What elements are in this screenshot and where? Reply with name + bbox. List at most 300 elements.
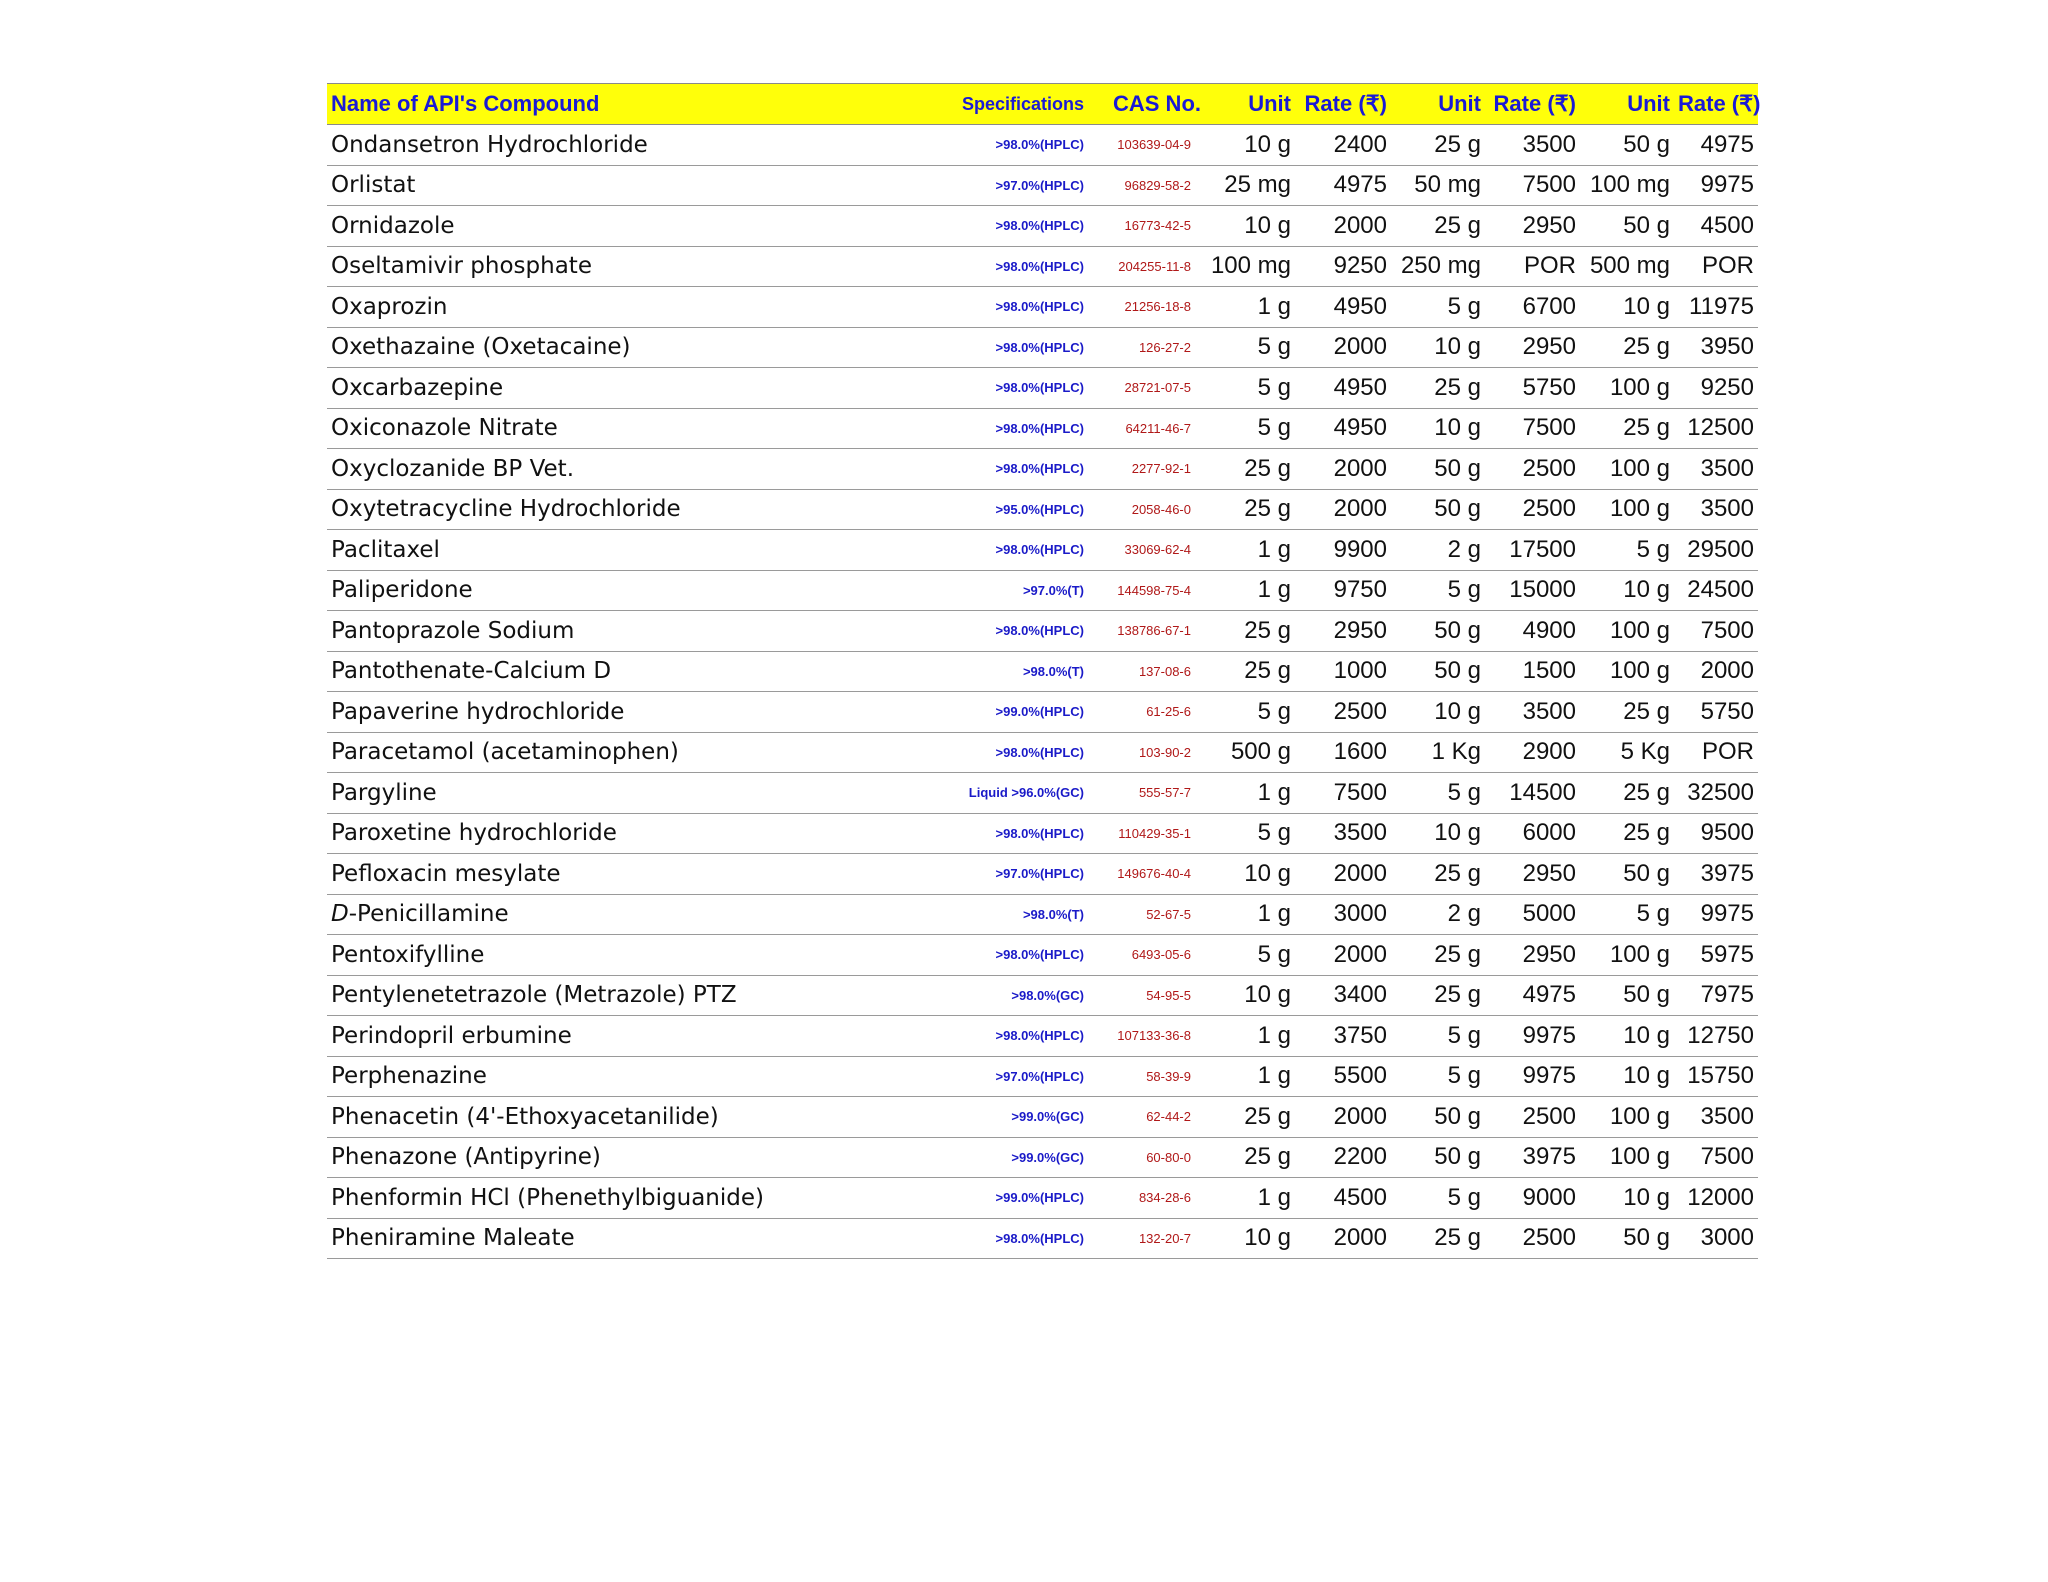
unit-1-cell: 10 g xyxy=(1205,975,1295,1016)
unit-1-cell: 25 g xyxy=(1205,449,1295,490)
cas-number-cell: 110429-35-1 xyxy=(1088,813,1205,854)
compound-name-cell xyxy=(327,732,940,773)
unit-1-cell: 1 g xyxy=(1205,773,1295,814)
unit-1-cell: 5 g xyxy=(1205,368,1295,409)
cas-number-cell: 103639-04-9 xyxy=(1088,125,1205,166)
compound-name-text: Pargyline xyxy=(331,779,437,806)
unit-2-cell: 25 g xyxy=(1391,125,1485,166)
rate-2-cell: 1500 xyxy=(1485,651,1580,692)
table-row xyxy=(327,975,1758,1016)
unit-2-cell: 5 g xyxy=(1391,1016,1485,1057)
rate-1-cell: 4950 xyxy=(1295,287,1391,328)
cas-number-cell: 2277-92-1 xyxy=(1088,449,1205,490)
compound-name-cell xyxy=(327,611,940,652)
rate-2-cell: 5750 xyxy=(1485,368,1580,409)
rate-2-cell: 9000 xyxy=(1485,1178,1580,1219)
cas-number-cell: 60-80-0 xyxy=(1088,1137,1205,1178)
compound-name-text: Ornidazole xyxy=(331,212,455,239)
specification-cell: >98.0%(HPLC) xyxy=(940,1218,1088,1259)
rate-1-cell: 3500 xyxy=(1295,813,1391,854)
table-row xyxy=(327,1016,1758,1057)
unit-1-cell: 25 g xyxy=(1205,651,1295,692)
rate-1-cell: 7500 xyxy=(1295,773,1391,814)
compound-name-text: Phenazone (Antipyrine) xyxy=(331,1144,601,1171)
rate-1-cell: 2400 xyxy=(1295,125,1391,166)
rate-2-cell: 2950 xyxy=(1485,327,1580,368)
rate-3-cell: 2000 xyxy=(1674,651,1758,692)
table-row xyxy=(327,570,1758,611)
rate-3-cell: 7500 xyxy=(1674,1137,1758,1178)
rate-1-cell: 1600 xyxy=(1295,732,1391,773)
specification-cell: >97.0%(HPLC) xyxy=(940,1056,1088,1097)
rate-3-cell: 15750 xyxy=(1674,1056,1758,1097)
unit-3-cell: 25 g xyxy=(1580,408,1674,449)
unit-3-cell: 100 g xyxy=(1580,449,1674,490)
compound-name-cell xyxy=(327,854,940,895)
compound-name-cell xyxy=(327,1097,940,1138)
unit-3-cell: 50 g xyxy=(1580,206,1674,247)
cas-number-cell: 33069-62-4 xyxy=(1088,530,1205,571)
cas-number-cell: 6493-05-6 xyxy=(1088,935,1205,976)
specification-cell: >98.0%(GC) xyxy=(940,975,1088,1016)
header-cas-no: CAS No. xyxy=(1088,84,1205,125)
table-row xyxy=(327,611,1758,652)
table-row xyxy=(327,773,1758,814)
cas-number-cell: 28721-07-5 xyxy=(1088,368,1205,409)
table-row xyxy=(327,449,1758,490)
table-row xyxy=(327,327,1758,368)
compound-name-text: Oxiconazole Nitrate xyxy=(331,415,558,442)
rate-3-cell: POR xyxy=(1674,246,1758,287)
table-row xyxy=(327,1056,1758,1097)
specification-cell: >97.0%(HPLC) xyxy=(940,854,1088,895)
unit-2-cell: 50 g xyxy=(1391,1097,1485,1138)
rate-3-cell: 11975 xyxy=(1674,287,1758,328)
unit-3-cell: 5 g xyxy=(1580,530,1674,571)
rate-1-cell: 4975 xyxy=(1295,165,1391,206)
rate-2-cell: 7500 xyxy=(1485,165,1580,206)
unit-1-cell: 1 g xyxy=(1205,570,1295,611)
unit-1-cell: 25 g xyxy=(1205,1097,1295,1138)
specification-cell: >98.0%(T) xyxy=(940,651,1088,692)
unit-3-cell: 5 g xyxy=(1580,894,1674,935)
table-row xyxy=(327,125,1758,166)
unit-3-cell: 5 Kg xyxy=(1580,732,1674,773)
table-row xyxy=(327,651,1758,692)
rate-3-cell: 4975 xyxy=(1674,125,1758,166)
compound-name-cell xyxy=(327,287,940,328)
compound-name-text: Oxaprozin xyxy=(331,293,448,320)
unit-3-cell: 50 g xyxy=(1580,854,1674,895)
compound-name-cell xyxy=(327,1137,940,1178)
rate-3-cell: 3975 xyxy=(1674,854,1758,895)
compound-name-cell xyxy=(327,975,940,1016)
unit-2-cell: 50 g xyxy=(1391,449,1485,490)
unit-1-cell: 5 g xyxy=(1205,327,1295,368)
rate-3-cell: 9975 xyxy=(1674,894,1758,935)
unit-2-cell: 50 g xyxy=(1391,651,1485,692)
header-rate-3: Rate (₹) xyxy=(1674,84,1758,125)
specification-cell: Liquid >96.0%(GC) xyxy=(940,773,1088,814)
unit-2-cell: 10 g xyxy=(1391,408,1485,449)
compound-name-text: Pantothenate-Calcium D xyxy=(331,658,612,685)
table-row xyxy=(327,894,1758,935)
table-row xyxy=(327,1137,1758,1178)
cas-number-cell: 52-67-5 xyxy=(1088,894,1205,935)
cas-number-cell: 16773-42-5 xyxy=(1088,206,1205,247)
unit-3-cell: 100 g xyxy=(1580,489,1674,530)
rate-1-cell: 2200 xyxy=(1295,1137,1391,1178)
rate-3-cell: 7500 xyxy=(1674,611,1758,652)
unit-2-cell: 50 mg xyxy=(1391,165,1485,206)
rate-2-cell: 2500 xyxy=(1485,489,1580,530)
unit-2-cell: 25 g xyxy=(1391,368,1485,409)
rate-1-cell: 9250 xyxy=(1295,246,1391,287)
table-row xyxy=(327,813,1758,854)
rate-3-cell: 3500 xyxy=(1674,449,1758,490)
unit-2-cell: 5 g xyxy=(1391,1178,1485,1219)
rate-1-cell: 2500 xyxy=(1295,692,1391,733)
specification-cell: >97.0%(HPLC) xyxy=(940,165,1088,206)
unit-1-cell: 100 mg xyxy=(1205,246,1295,287)
unit-3-cell: 100 mg xyxy=(1580,165,1674,206)
specification-cell: >98.0%(HPLC) xyxy=(940,287,1088,328)
compound-name-text: Ondansetron Hydrochloride xyxy=(331,131,648,158)
compound-name-cell xyxy=(327,1178,940,1219)
unit-3-cell: 50 g xyxy=(1580,1218,1674,1259)
compound-name-cell xyxy=(327,489,940,530)
rate-3-cell: 9500 xyxy=(1674,813,1758,854)
specification-cell: >98.0%(HPLC) xyxy=(940,327,1088,368)
unit-1-cell: 1 g xyxy=(1205,1056,1295,1097)
table-row xyxy=(327,246,1758,287)
unit-3-cell: 10 g xyxy=(1580,287,1674,328)
unit-1-cell: 25 g xyxy=(1205,489,1295,530)
specification-cell: >98.0%(HPLC) xyxy=(940,408,1088,449)
compound-name-text: Papaverine hydrochloride xyxy=(331,698,625,725)
table-body xyxy=(327,125,1758,1259)
compound-name-cell xyxy=(327,570,940,611)
specification-cell: >98.0%(T) xyxy=(940,894,1088,935)
table-row xyxy=(327,732,1758,773)
price-list-sheet xyxy=(327,83,1761,1259)
cas-number-cell: 107133-36-8 xyxy=(1088,1016,1205,1057)
header-specifications: Specifications xyxy=(940,84,1088,125)
cas-number-cell: 132-20-7 xyxy=(1088,1218,1205,1259)
rate-2-cell: 2950 xyxy=(1485,935,1580,976)
rate-3-cell: 29500 xyxy=(1674,530,1758,571)
table-row xyxy=(327,489,1758,530)
header-unit-2: Unit xyxy=(1391,84,1485,125)
unit-2-cell: 50 g xyxy=(1391,489,1485,530)
cas-number-cell: 2058-46-0 xyxy=(1088,489,1205,530)
rate-2-cell: 4975 xyxy=(1485,975,1580,1016)
price-table xyxy=(327,83,1761,1259)
unit-1-cell: 25 g xyxy=(1205,1137,1295,1178)
rate-3-cell: 3500 xyxy=(1674,1097,1758,1138)
rate-1-cell: 2000 xyxy=(1295,489,1391,530)
rate-3-cell: 32500 xyxy=(1674,773,1758,814)
table-row xyxy=(327,854,1758,895)
rate-1-cell: 4500 xyxy=(1295,1178,1391,1219)
compound-name-text: Perphenazine xyxy=(331,1063,487,1090)
header-unit-3: Unit xyxy=(1580,84,1674,125)
compound-name-text: Pentoxifylline xyxy=(331,941,485,968)
unit-1-cell: 10 g xyxy=(1205,854,1295,895)
rate-2-cell: 2900 xyxy=(1485,732,1580,773)
compound-name-cell xyxy=(327,246,940,287)
specification-cell: >98.0%(HPLC) xyxy=(940,125,1088,166)
rate-3-cell: 24500 xyxy=(1674,570,1758,611)
rate-1-cell: 4950 xyxy=(1295,408,1391,449)
unit-1-cell: 5 g xyxy=(1205,408,1295,449)
specification-cell: >98.0%(HPLC) xyxy=(940,246,1088,287)
rate-3-cell: 9250 xyxy=(1674,368,1758,409)
compound-name-cell xyxy=(327,530,940,571)
unit-2-cell: 2 g xyxy=(1391,530,1485,571)
compound-name-text: Phenacetin (4'-Ethoxyacetanilide) xyxy=(331,1103,719,1130)
unit-2-cell: 1 Kg xyxy=(1391,732,1485,773)
compound-name-text: Oxyclozanide BP Vet. xyxy=(331,455,575,482)
rate-2-cell: 15000 xyxy=(1485,570,1580,611)
unit-3-cell: 25 g xyxy=(1580,773,1674,814)
compound-name-cell xyxy=(327,651,940,692)
rate-2-cell: 2950 xyxy=(1485,206,1580,247)
cas-number-cell: 62-44-2 xyxy=(1088,1097,1205,1138)
unit-2-cell: 250 mg xyxy=(1391,246,1485,287)
table-row xyxy=(327,1178,1758,1219)
specification-cell: >98.0%(HPLC) xyxy=(940,206,1088,247)
compound-name-cell xyxy=(327,125,940,166)
rate-1-cell: 2000 xyxy=(1295,1218,1391,1259)
rate-2-cell: 3500 xyxy=(1485,692,1580,733)
unit-1-cell: 5 g xyxy=(1205,813,1295,854)
rate-2-cell: 4900 xyxy=(1485,611,1580,652)
specification-cell: >98.0%(HPLC) xyxy=(940,530,1088,571)
compound-name-cell xyxy=(327,408,940,449)
compound-name-text: Pefloxacin mesylate xyxy=(331,860,561,887)
rate-1-cell: 3400 xyxy=(1295,975,1391,1016)
rate-2-cell: 6700 xyxy=(1485,287,1580,328)
rate-3-cell: 4500 xyxy=(1674,206,1758,247)
rate-3-cell: 12750 xyxy=(1674,1016,1758,1057)
header-rate-2: Rate (₹) xyxy=(1485,84,1580,125)
compound-name-cell xyxy=(327,449,940,490)
rate-1-cell: 2000 xyxy=(1295,449,1391,490)
rate-2-cell: 2950 xyxy=(1485,854,1580,895)
compound-name-cell xyxy=(327,368,940,409)
rate-3-cell: 12000 xyxy=(1674,1178,1758,1219)
rate-1-cell: 2000 xyxy=(1295,206,1391,247)
cas-number-cell: 138786-67-1 xyxy=(1088,611,1205,652)
unit-2-cell: 5 g xyxy=(1391,570,1485,611)
specification-cell: >99.0%(HPLC) xyxy=(940,1178,1088,1219)
rate-3-cell: POR xyxy=(1674,732,1758,773)
table-row xyxy=(327,1097,1758,1138)
rate-2-cell: 9975 xyxy=(1485,1016,1580,1057)
unit-2-cell: 5 g xyxy=(1391,1056,1485,1097)
compound-name-text: Oxcarbazepine xyxy=(331,374,504,401)
cas-number-cell: 21256-18-8 xyxy=(1088,287,1205,328)
compound-name-text: -Penicillamine xyxy=(348,901,509,928)
specification-cell: >95.0%(HPLC) xyxy=(940,489,1088,530)
unit-1-cell: 25 g xyxy=(1205,611,1295,652)
unit-2-cell: 25 g xyxy=(1391,975,1485,1016)
unit-1-cell: 10 g xyxy=(1205,1218,1295,1259)
compound-name-text: Perindopril erbumine xyxy=(331,1022,572,1049)
table-row xyxy=(327,206,1758,247)
compound-name-text: Oxethazaine (Oxetacaine) xyxy=(331,334,631,361)
cas-number-cell: 103-90-2 xyxy=(1088,732,1205,773)
rate-2-cell: 2500 xyxy=(1485,449,1580,490)
rate-3-cell: 3500 xyxy=(1674,489,1758,530)
specification-cell: >98.0%(HPLC) xyxy=(940,611,1088,652)
unit-3-cell: 100 g xyxy=(1580,611,1674,652)
unit-2-cell: 25 g xyxy=(1391,854,1485,895)
rate-2-cell: 5000 xyxy=(1485,894,1580,935)
unit-3-cell: 100 g xyxy=(1580,1097,1674,1138)
unit-3-cell: 10 g xyxy=(1580,570,1674,611)
unit-3-cell: 100 g xyxy=(1580,651,1674,692)
unit-1-cell: 1 g xyxy=(1205,530,1295,571)
unit-1-cell: 500 g xyxy=(1205,732,1295,773)
table-row xyxy=(327,530,1758,571)
unit-2-cell: 25 g xyxy=(1391,935,1485,976)
specification-cell: >98.0%(HPLC) xyxy=(940,449,1088,490)
compound-name-cell xyxy=(327,1016,940,1057)
unit-1-cell: 25 mg xyxy=(1205,165,1295,206)
rate-2-cell: 3500 xyxy=(1485,125,1580,166)
compound-name-text: Pheniramine Maleate xyxy=(331,1225,575,1252)
unit-2-cell: 50 g xyxy=(1391,611,1485,652)
rate-3-cell: 12500 xyxy=(1674,408,1758,449)
specification-cell: >99.0%(GC) xyxy=(940,1137,1088,1178)
compound-name-text: Paliperidone xyxy=(331,577,473,604)
unit-3-cell: 10 g xyxy=(1580,1056,1674,1097)
compound-name-cell xyxy=(327,894,940,935)
compound-name-cell xyxy=(327,206,940,247)
specification-cell: >98.0%(HPLC) xyxy=(940,732,1088,773)
table-row xyxy=(327,165,1758,206)
rate-1-cell: 5500 xyxy=(1295,1056,1391,1097)
compound-name-cell xyxy=(327,1218,940,1259)
compound-name-cell xyxy=(327,165,940,206)
unit-1-cell: 1 g xyxy=(1205,287,1295,328)
unit-3-cell: 100 g xyxy=(1580,368,1674,409)
cas-number-cell: 61-25-6 xyxy=(1088,692,1205,733)
rate-1-cell: 2000 xyxy=(1295,327,1391,368)
unit-2-cell: 50 g xyxy=(1391,1137,1485,1178)
compound-name-text: Pantoprazole Sodium xyxy=(331,617,575,644)
rate-2-cell: POR xyxy=(1485,246,1580,287)
cas-number-cell: 137-08-6 xyxy=(1088,651,1205,692)
cas-number-cell: 96829-58-2 xyxy=(1088,165,1205,206)
unit-1-cell: 1 g xyxy=(1205,1016,1295,1057)
rate-2-cell: 7500 xyxy=(1485,408,1580,449)
cas-number-cell: 144598-75-4 xyxy=(1088,570,1205,611)
unit-2-cell: 5 g xyxy=(1391,773,1485,814)
compound-name-cell xyxy=(327,935,940,976)
specification-cell: >99.0%(HPLC) xyxy=(940,692,1088,733)
compound-name-cell xyxy=(327,813,940,854)
unit-1-cell: 5 g xyxy=(1205,935,1295,976)
rate-1-cell: 9900 xyxy=(1295,530,1391,571)
rate-2-cell: 3975 xyxy=(1485,1137,1580,1178)
rate-2-cell: 6000 xyxy=(1485,813,1580,854)
cas-number-cell: 64211-46-7 xyxy=(1088,408,1205,449)
unit-1-cell: 1 g xyxy=(1205,1178,1295,1219)
unit-3-cell: 50 g xyxy=(1580,125,1674,166)
specification-cell: >98.0%(HPLC) xyxy=(940,1016,1088,1057)
compound-name-text: Orlistat xyxy=(331,172,416,199)
table-row xyxy=(327,935,1758,976)
rate-3-cell: 5975 xyxy=(1674,935,1758,976)
unit-3-cell: 25 g xyxy=(1580,692,1674,733)
unit-3-cell: 10 g xyxy=(1580,1178,1674,1219)
cas-number-cell: 555-57-7 xyxy=(1088,773,1205,814)
compound-name-text: Paracetamol (acetaminophen) xyxy=(331,739,679,766)
unit-2-cell: 25 g xyxy=(1391,1218,1485,1259)
table-row xyxy=(327,1218,1758,1259)
specification-cell: >99.0%(GC) xyxy=(940,1097,1088,1138)
rate-1-cell: 1000 xyxy=(1295,651,1391,692)
cas-number-cell: 58-39-9 xyxy=(1088,1056,1205,1097)
rate-1-cell: 3000 xyxy=(1295,894,1391,935)
unit-1-cell: 10 g xyxy=(1205,206,1295,247)
unit-2-cell: 10 g xyxy=(1391,813,1485,854)
unit-3-cell: 500 mg xyxy=(1580,246,1674,287)
rate-1-cell: 9750 xyxy=(1295,570,1391,611)
cas-number-cell: 54-95-5 xyxy=(1088,975,1205,1016)
table-row xyxy=(327,287,1758,328)
unit-2-cell: 10 g xyxy=(1391,327,1485,368)
unit-3-cell: 50 g xyxy=(1580,975,1674,1016)
rate-3-cell: 5750 xyxy=(1674,692,1758,733)
header-compound-name: Name of API's Compound xyxy=(327,84,940,125)
rate-3-cell: 7975 xyxy=(1674,975,1758,1016)
specification-cell: >97.0%(T) xyxy=(940,570,1088,611)
rate-1-cell: 3750 xyxy=(1295,1016,1391,1057)
rate-2-cell: 17500 xyxy=(1485,530,1580,571)
specification-cell: >98.0%(HPLC) xyxy=(940,368,1088,409)
unit-2-cell: 5 g xyxy=(1391,287,1485,328)
unit-2-cell: 2 g xyxy=(1391,894,1485,935)
compound-name-text: Pentylenetetrazole (Metrazole) PTZ xyxy=(331,982,737,1009)
rate-2-cell: 9975 xyxy=(1485,1056,1580,1097)
compound-name-text: Oxytetracycline Hydrochloride xyxy=(331,496,681,523)
compound-name-prefix: D xyxy=(331,901,349,928)
rate-2-cell: 2500 xyxy=(1485,1218,1580,1259)
rate-1-cell: 2000 xyxy=(1295,854,1391,895)
unit-1-cell: 1 g xyxy=(1205,894,1295,935)
rate-3-cell: 3000 xyxy=(1674,1218,1758,1259)
compound-name-cell xyxy=(327,692,940,733)
table-row xyxy=(327,692,1758,733)
rate-2-cell: 2500 xyxy=(1485,1097,1580,1138)
compound-name-text: Phenformin HCl (Phenethylbiguanide) xyxy=(331,1184,764,1211)
compound-name-text: Oseltamivir phosphate xyxy=(331,253,592,280)
header-rate-1: Rate (₹) xyxy=(1295,84,1391,125)
table-row xyxy=(327,368,1758,409)
cas-number-cell: 204255-11-8 xyxy=(1088,246,1205,287)
unit-3-cell: 100 g xyxy=(1580,1137,1674,1178)
rate-1-cell: 2000 xyxy=(1295,1097,1391,1138)
rate-1-cell: 2000 xyxy=(1295,935,1391,976)
table-row xyxy=(327,408,1758,449)
unit-2-cell: 25 g xyxy=(1391,206,1485,247)
compound-name-text: Paroxetine hydrochloride xyxy=(331,820,617,847)
compound-name-cell xyxy=(327,1056,940,1097)
